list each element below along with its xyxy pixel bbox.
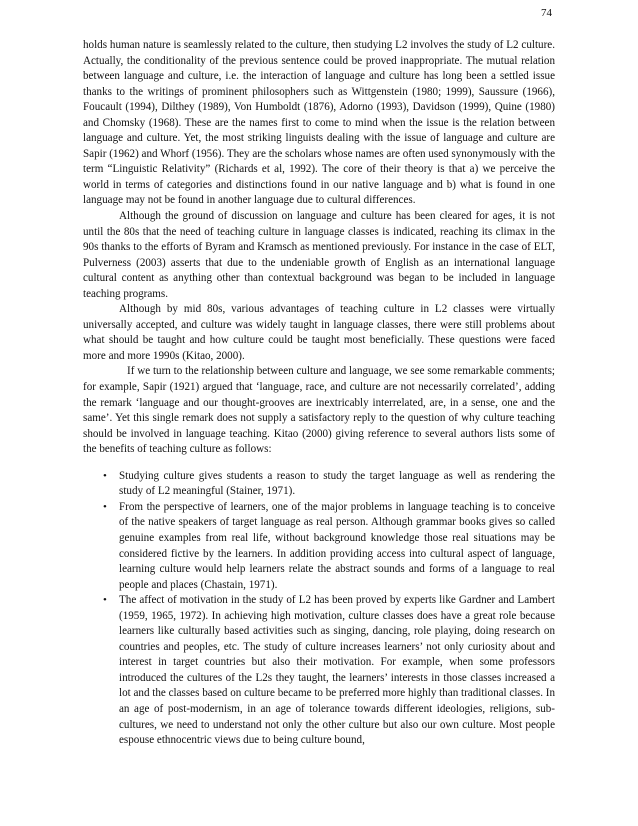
list-item-text: Studying culture gives students a reason to study the target language as well as rendering the study of L2 meaningful (Stainer, 1971).	[119, 469, 555, 498]
bullet-icon: •	[103, 500, 107, 513]
bullet-icon: •	[103, 469, 107, 482]
page-number: 74	[541, 7, 552, 19]
bullet-icon: •	[103, 594, 107, 607]
list-item-text: From the perspective of learners, one of the major problems in language teaching is to conceive of the native speakers of target language as real person. Although grammar books gives so called genuine examples from real life, without background knowledge those real situations may be considered fictive by the learners. In addition providing access into cultural aspect of language, learning culture would help learners relate the abstract sounds and forms of a language to real people and places (Chastain, 1971).	[119, 500, 555, 591]
body-text	[83, 38, 555, 749]
paragraph-4: If we turn to the relationship between culture and language, we see some remarkable comments; for example, Sapir (1921) argued that ‘language, race, and culture are not necessarily correlated’, adding the remark ‘language and our thought-grooves are inextricably interrelated, are, in a sense, one and the same’. Yet this single remark does not supply a satisfactory reply to the question of why culture teaching should be involved in language teaching. Kitao (2000) giving reference to several authors lists some of the benefits of teaching culture as follows:	[83, 365, 555, 456]
paragraph-2: Although the ground of discussion on language and culture has been cleared for ages, it is not until the 80s that the need of teaching culture in language classes is indicated, reaching its climax in the 90s thanks to the efforts of Byram and Kramsch as mentioned previously. For instance in the case of ELT, Pulverness (2003) asserts that due to the undeniable growth of English as an international language cultural content as anything other than contextual background was began to be included in language teaching programs.	[83, 210, 555, 300]
list-item	[103, 500, 555, 593]
benefits-list	[83, 469, 555, 749]
list-item	[103, 593, 555, 748]
paragraph-1: holds human nature is seamlessly related to the culture, then studying L2 involves the study of L2 culture. Actually, the conditionality of the previous sentence could be proved inappropriate. The mutual relation between language and culture, i.e. the interaction of language and culture has long been a settled issue thanks to the writings of prominent philosophers such as Wittgenstein (1980; 1999), Saussure (1966), Foucault (1994), Dilthey (1989), Von Humboldt (1876), Adorno (1993), Davidson (1999), Quine (1980) and Chomsky (1968). These are the names first to come to mind when the issue is the relation between language and culture. Yet, the most striking linguists dealing with the issue of language and culture are Sapir (1962) and Whorf (1956). They are the scholars whose names are often used synonymously with the term “Linguistic Relativity” (Richards et al, 1992). The core of their theory is that a) we perceive the world in terms of categories and distinctions found in our native language and b) what is found in one language may not be found in another language due to cultural differences.	[83, 39, 555, 207]
list-item	[103, 469, 555, 500]
paragraph-3: Although by mid 80s, various advantages of teaching culture in L2 classes were virtually universally accepted, and culture was widely taught in language classes, there were still problems about what should be taught and how culture could be taught most beneficially. These questions were faced more and more 1990s (Kitao, 2000).	[83, 303, 555, 362]
list-item-text: The affect of motivation in the study of L2 has been proved by experts like Gardner and Lambert (1959, 1965, 1972). In achieving high motivation, culture classes does have a great role because learners like culturally based activities such as singing, dancing, role playing, doing research on countries and peoples, etc. The study of culture increases learners’ not only curiosity about and interest in target countries but also their motivation. For example, when some professors introduced the cultures of the L2s they taught, the learners’ interests in those classes increased a lot and the classes based on culture became to be preferred more highly than traditional classes. In an age of post-modernism, in an age of tolerance towards different ideologies, religions, sub-cultures, we need to understand not only the other culture but also our own culture. Most people espouse ethnocentric views due to being culture bound,	[119, 594, 555, 747]
